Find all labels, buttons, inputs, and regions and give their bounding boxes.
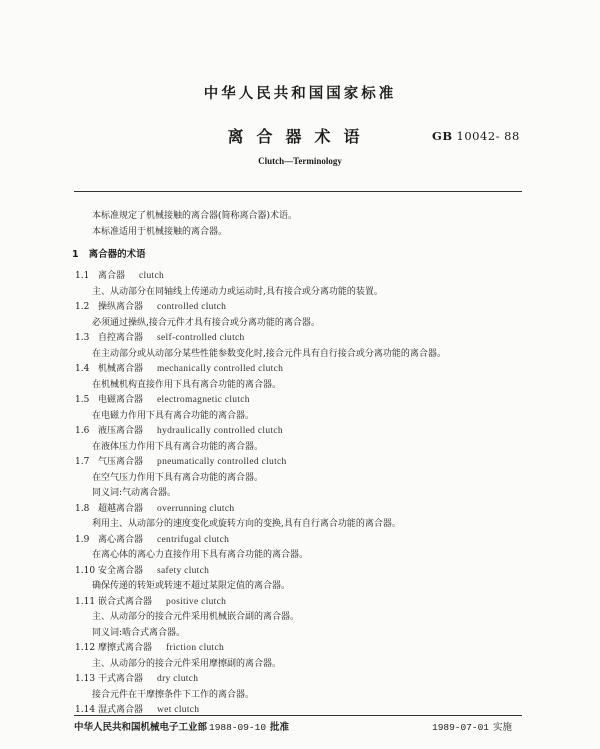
term-chinese: 干式离合器 xyxy=(98,674,144,684)
term-english: dry clutch xyxy=(157,674,199,684)
issuing-organization: 中华人民共和国国家标准 xyxy=(203,86,397,102)
term-entry xyxy=(75,563,209,576)
term-english: pneumatically controlled clutch xyxy=(157,457,287,467)
term-entry xyxy=(75,299,226,312)
term-chinese: 嵌合式离合器 xyxy=(98,596,153,607)
header-divider xyxy=(74,191,522,192)
term-english: friction clutch xyxy=(166,643,225,653)
term-definition: 确保传递的转矩或转速不超过某限定值的离合器。 xyxy=(92,581,291,591)
term-definition: 同义词:啮合式离合器。 xyxy=(92,627,186,638)
section-heading xyxy=(72,246,146,260)
effective-line xyxy=(432,719,512,733)
term-entry xyxy=(75,640,224,653)
term-english: overrunning clutch xyxy=(157,503,235,514)
term-entry xyxy=(75,501,234,514)
term-chinese: 自控离合器 xyxy=(98,333,144,343)
term-chinese: 液压离合器 xyxy=(98,426,144,436)
term-definition: 在离心体的离心力直接作用下具有离合功能的离合器。 xyxy=(92,550,309,560)
term-chinese: 操纵离合器 xyxy=(98,302,144,312)
term-definition: 接合元件在干摩擦条件下工作的离合器。 xyxy=(92,689,255,700)
issue-label: 批准 xyxy=(270,722,290,733)
term-number: 1.2 xyxy=(75,302,90,312)
term-entry xyxy=(75,702,199,715)
term-entry xyxy=(75,268,164,281)
section-title: 离合器的术语 xyxy=(88,249,146,260)
term-number: 1.6 xyxy=(75,426,90,436)
term-number: 1.11 xyxy=(75,596,96,607)
term-definition: 在电磁力作用下具有离合功能的离合器。 xyxy=(92,410,255,421)
term-chinese: 安全离合器 xyxy=(98,565,144,576)
term-entry xyxy=(75,330,245,343)
term-english: clutch xyxy=(139,271,165,281)
term-english: wet clutch xyxy=(157,705,200,715)
term-number: 1.3 xyxy=(75,333,90,343)
standard-prefix: GB xyxy=(432,129,453,143)
term-chinese: 离心离合器 xyxy=(98,534,144,545)
issuer-line xyxy=(74,719,289,733)
term-number: 1.7 xyxy=(75,457,90,467)
term-chinese: 离合器 xyxy=(98,271,126,281)
term-number: 1.10 xyxy=(75,565,96,576)
term-chinese: 电磁离合器 xyxy=(98,395,144,405)
term-chinese: 摩擦式离合器 xyxy=(98,643,153,653)
term-chinese: 湿式离合器 xyxy=(98,705,144,715)
term-definition: 在机械机构直接作用下具有离合功能的离合器。 xyxy=(92,379,282,390)
term-definition: 主、从动部分在同轴线上传递动力或运动时,具有接合或分离功能的装置。 xyxy=(92,286,383,297)
term-english: safety clutch xyxy=(157,565,210,576)
term-entry xyxy=(75,423,283,436)
term-definition: 主、从动部分的接合元件采用摩擦副的离合器。 xyxy=(92,658,282,669)
term-entry xyxy=(75,392,250,405)
term-number: 1.12 xyxy=(75,643,96,653)
term-number: 1.13 xyxy=(75,674,96,684)
term-english: positive clutch xyxy=(166,596,227,607)
term-english: electromagnetic clutch xyxy=(157,395,250,405)
term-entry xyxy=(75,594,226,607)
term-definition: 必须通过操纵,接合元件才具有接合或分离功能的离合器。 xyxy=(92,317,320,328)
intro-paragraph: 本标准规定了机械接触的离合器(简称离合器)术语。 xyxy=(92,211,298,221)
term-chinese: 机械离合器 xyxy=(98,364,144,374)
term-number: 1.14 xyxy=(75,705,96,715)
term-definition: 在液体压力作用下具有离合功能的离合器。 xyxy=(92,441,264,452)
term-entry xyxy=(75,671,198,684)
term-chinese: 超越离合器 xyxy=(98,503,144,514)
standard-number xyxy=(432,129,520,143)
term-number: 1.8 xyxy=(75,503,90,514)
term-chinese: 气压离合器 xyxy=(98,457,144,467)
term-english: centrifugal clutch xyxy=(157,534,230,545)
effective-label: 实施 xyxy=(493,722,513,733)
section-number: 1 xyxy=(72,249,79,260)
term-definition: 同义词:气动离合器。 xyxy=(92,488,177,498)
effective-date: 1989-07-01 xyxy=(432,722,490,733)
term-definition: 主、从动部分的接合元件采用机械嵌合副的离合器。 xyxy=(92,612,300,622)
term-number: 1.9 xyxy=(75,534,90,545)
issue-date: 1988-09-10 xyxy=(209,722,267,733)
term-english: controlled clutch xyxy=(157,302,227,312)
english-title: Clutch—Terminology xyxy=(258,156,342,166)
standard-code: 10042- 88 xyxy=(456,129,520,143)
term-english: self-controlled clutch xyxy=(157,333,245,343)
term-number: 1.5 xyxy=(75,395,90,405)
document-title: 离合器术语 xyxy=(227,127,373,146)
term-definition: 在空气压力作用下具有离合功能的离合器。 xyxy=(92,472,264,483)
intro-paragraph: 本标准适用于机械接触的离合器。 xyxy=(92,227,228,237)
term-number: 1.4 xyxy=(75,364,90,374)
term-definition: 利用主、从动部分的速度变化或旋转方向的变换,具有自行离合功能的离合器。 xyxy=(92,519,401,529)
term-english: hydraulically controlled clutch xyxy=(157,426,283,436)
term-english: mechanically controlled clutch xyxy=(157,364,284,374)
term-entry xyxy=(75,532,229,545)
term-definition: 在主动部分或从动部分某些性能参数变化时,接合元件具有自行接合或分离功能的离合器。 xyxy=(92,348,446,359)
footer-divider xyxy=(74,715,522,716)
term-entry xyxy=(75,361,283,374)
term-entry xyxy=(75,454,287,467)
term-number: 1.1 xyxy=(75,271,90,281)
issuer: 中华人民共和国机械电子工业部 xyxy=(74,722,208,733)
